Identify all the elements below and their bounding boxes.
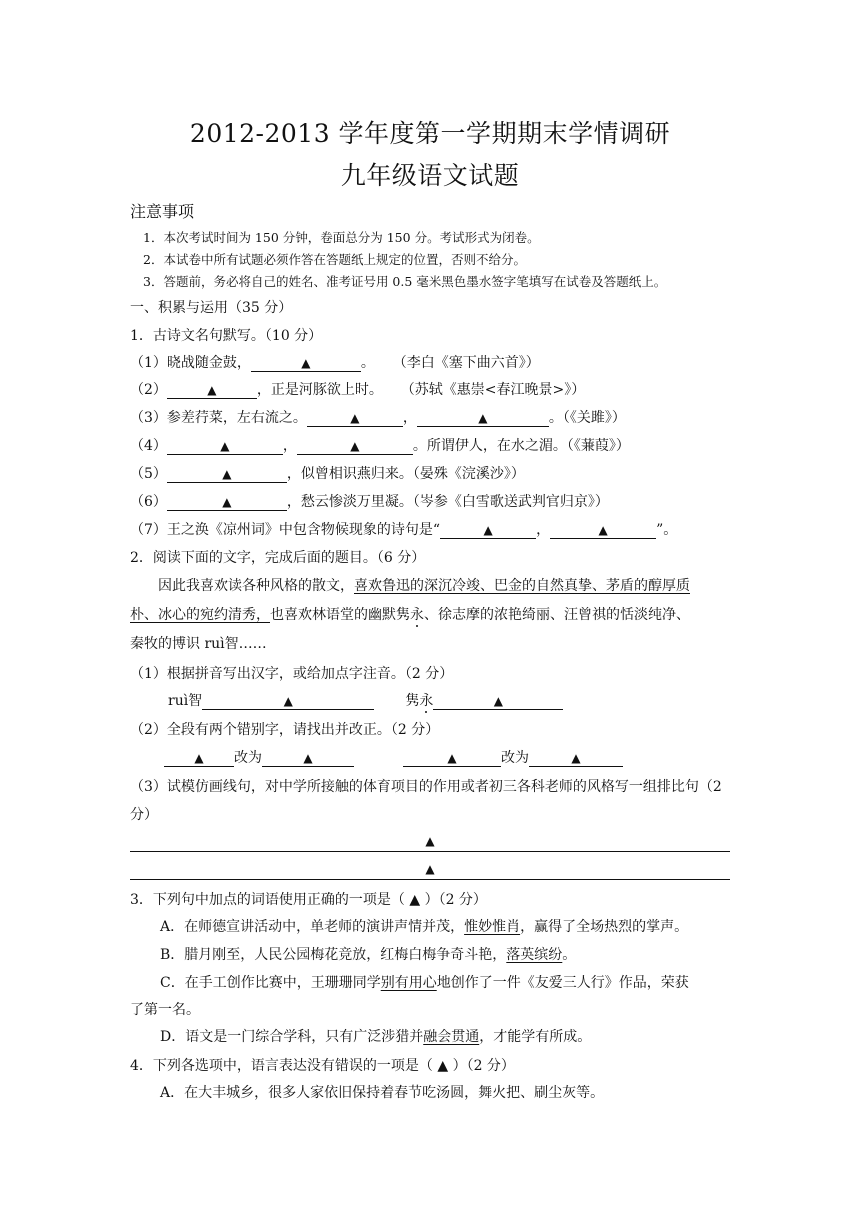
answer-blank[interactable] — [167, 438, 283, 455]
q1-line-6: （6） ▲ ，愁云惨淡万里凝。（岑参《白雪歌送武判官归京》） — [130, 494, 609, 510]
sub-question: （2）全段有两个错别字，请找出并改正。（2 分） — [130, 722, 440, 738]
answer-marker-icon: ▲ — [425, 834, 435, 848]
answer-blank[interactable] — [403, 750, 501, 767]
sub-question: （3）试模仿画线句，对中学所接触的体育项目的作用或者初三各科老师的风格写一组排比句（2 — [130, 779, 722, 795]
q1-line-2: （2） ▲ ，正是河豚欲上时。 （苏轼《惠崇<春江晚景>》） — [130, 382, 586, 398]
answer-marker-icon: ▲ — [283, 694, 293, 708]
option-a[interactable]: A．在大丰城乡，很多人家依旧保持着春节吃汤圆，舞火把、刷尘灰等。 — [160, 1085, 605, 1101]
answer-blank[interactable] — [167, 494, 287, 511]
underlined-word: 落英缤纷 — [506, 947, 563, 963]
question-stem: 2．阅读下面的文字，完成后面的题目。（6 分） — [130, 550, 426, 566]
answer-line[interactable] — [130, 833, 730, 852]
section-heading: 一、积累与运用（35 分） — [130, 300, 293, 316]
answer-marker-icon: ▲ — [425, 862, 435, 876]
question-stem: 1．古诗文名句默写。（10 分） — [130, 328, 323, 344]
answer-line[interactable] — [130, 861, 730, 880]
q2-s1-answer-line: ruì智 ▲ 隽永 ▲ — [168, 691, 563, 711]
answer-blank[interactable] — [297, 438, 413, 455]
answer-marker-icon: ▲ — [301, 356, 311, 370]
answer-marker-icon: ▲ — [598, 523, 608, 537]
answer-blank[interactable] — [433, 693, 563, 710]
answer-marker-icon: ▲ — [571, 751, 581, 765]
notice-item: 1．本次考试时间为 150 分钟，卷面总分为 150 分。考试形式为闭卷。 — [143, 230, 540, 245]
answer-marker-icon: ▲ — [222, 467, 232, 481]
answer-blank[interactable] — [164, 750, 234, 767]
option-b[interactable]: B．腊月刚至，人民公园梅花竞放，红梅白梅争奇斗艳，落英缤纷。 — [160, 947, 577, 963]
underlined-word: 融会贯通 — [423, 1029, 480, 1045]
answer-blank[interactable] — [440, 522, 536, 539]
reading-passage: 朴、冰心的宛约清秀，也喜欢林语堂的幽默隽永、徐志摩的浓艳绮丽、汪曾祺的恬淡纯净、 — [130, 607, 690, 623]
notice-item: 3．答题前，务必将自己的姓名、准考证号用 0.5 毫米黑色墨水签字笔填写在试卷及答题纸上。 — [143, 274, 667, 289]
answer-marker-icon: ▲ — [493, 694, 503, 708]
answer-marker-icon: ▲ — [350, 439, 360, 453]
answer-marker-icon: ▲ — [483, 523, 493, 537]
underlined-word: 惟妙惟肖 — [464, 919, 521, 935]
answer-marker-icon: ▲ — [350, 411, 360, 425]
sub-question-continued: 分） — [130, 807, 158, 823]
exam-subtitle: 九年级语文试题 — [340, 161, 520, 190]
option-c[interactable]: C．在手工创作比赛中，王珊珊同学别有用心地创作了一件《友爱三人行》作品，荣获 — [160, 975, 689, 991]
answer-marker-icon: ▲ — [447, 751, 457, 765]
sub-question: （1）根据拼音写出汉字，或给加点字注音。（2 分） — [130, 666, 454, 682]
answer-blank[interactable] — [307, 410, 403, 427]
answer-blank[interactable] — [529, 750, 623, 767]
underlined-word: 别有用心 — [380, 975, 437, 991]
dotted-character: 永 — [410, 607, 424, 623]
q1-line-7: （7）王之涣《凉州词》中包含物候现象的诗句是“ ▲ ， ▲ ”。 — [130, 522, 678, 538]
exam-title: 2012-2013 学年度第一学期期末学情调研 — [189, 119, 671, 148]
answer-blank[interactable] — [417, 410, 549, 427]
reading-passage: 因此我喜欢读各种风格的散文，喜欢鲁迅的深沉冷竣、巴金的自然真挚、茅盾的醇厚质 — [158, 578, 690, 594]
answer-marker-icon: ▲ — [478, 411, 488, 425]
option-c-continued: 了第一名。 — [130, 1002, 200, 1018]
q1-line-4: （4） ▲ ， ▲ 。所谓伊人，在水之湄。（《蒹葭》） — [130, 438, 630, 454]
option-a[interactable]: A．在师德宣讲活动中，单老师的演讲声情并茂，惟妙惟肖，赢得了全场热烈的掌声。 — [160, 919, 689, 935]
answer-blank[interactable] — [202, 693, 374, 710]
answer-blank[interactable] — [167, 382, 257, 399]
notice-item: 2．本试卷中所有试题必须作答在答题纸上规定的位置，否则不给分。 — [143, 252, 526, 267]
q2-s2-answer-line: ▲ 改为 ▲ ▲ 改为 ▲ — [164, 748, 623, 768]
reading-passage: 秦牧的博识 ruì智…… — [130, 636, 267, 652]
question-stem: 3．下列句中加点的词语使用正确的一项是（ ▲ ）（2 分） — [130, 892, 487, 908]
answer-marker-icon: ▲ — [303, 751, 313, 765]
option-d[interactable]: D．语文是一门综合学科，只有广泛涉猎并融会贯通，才能学有所成。 — [160, 1029, 592, 1045]
answer-blank[interactable] — [262, 750, 354, 767]
answer-blank[interactable] — [167, 466, 287, 483]
q1-line-5: （5） ▲ ，似曾相识燕归来。（晏殊《浣溪沙》） — [130, 466, 525, 482]
answer-marker-icon: ▲ — [220, 439, 230, 453]
answer-marker-icon: ▲ — [207, 383, 217, 397]
answer-marker-icon: ▲ — [222, 495, 232, 509]
q1-line-3: （3）参差荇菜，左右流之。 ▲ ， ▲ 。（《关雎》） — [130, 410, 626, 426]
notice-heading: 注意事项 — [130, 202, 195, 221]
answer-blank[interactable] — [550, 522, 656, 539]
underlined-sentence: 朴、冰心的宛约清秀， — [130, 607, 270, 623]
underlined-sentence: 喜欢鲁迅的深沉冷竣、巴金的自然真挚、茅盾的醇厚质 — [354, 578, 690, 594]
answer-marker-icon: ▲ — [194, 751, 204, 765]
question-stem: 4．下列各选项中，语言表达没有错误的一项是（ ▲ ）（2 分） — [130, 1058, 515, 1074]
q1-line-1: （1）晓战随金鼓， ▲ 。 （李白《塞下曲六首》） — [130, 355, 540, 371]
answer-blank[interactable] — [251, 355, 361, 372]
